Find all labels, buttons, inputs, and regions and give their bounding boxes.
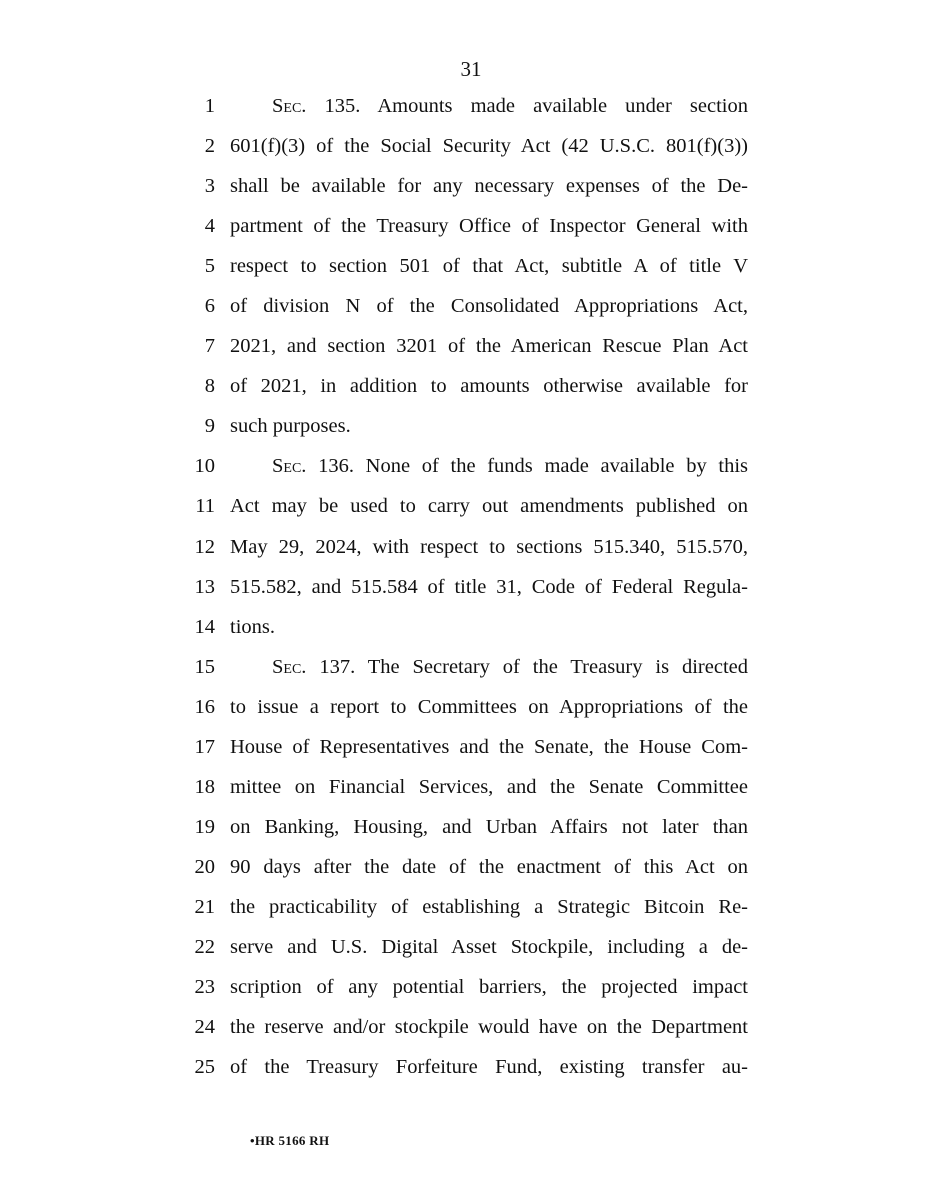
text-line <box>0 86 942 126</box>
text-line <box>0 406 942 446</box>
line-number: 5 <box>204 255 215 278</box>
text-line <box>0 767 942 807</box>
text-line <box>0 446 942 486</box>
line-number: 1 <box>204 95 215 117</box>
line-number: 16 <box>194 695 215 718</box>
text-line <box>0 727 942 767</box>
line-text: tions. <box>230 615 275 638</box>
line-number: 6 <box>204 295 215 318</box>
line-text: May 29, 2024, with respect to sections 515.340, 515.570, <box>230 535 748 558</box>
line-number: 12 <box>194 535 215 558</box>
line-number: 25 <box>194 1056 215 1079</box>
line-text: the practicability of establishing a Strategic Bitcoin Re- <box>230 895 748 918</box>
bill-text-body <box>0 86 942 1087</box>
line-text: 601(f)(3) of the Social Security Act (42 U.S.C. 801(f)(3)) <box>230 135 748 158</box>
text-line <box>0 206 942 246</box>
text-line <box>0 1007 942 1047</box>
line-number: 13 <box>194 575 215 598</box>
line-text: of division N of the Consolidated Appropriations Act, <box>230 295 748 318</box>
text-line <box>0 286 942 326</box>
line-number: 21 <box>194 895 215 918</box>
line-number: 19 <box>194 815 215 838</box>
line-text: scription of any potential barriers, the projected impact <box>230 976 748 999</box>
line-text: shall be available for any necessary expenses of the De- <box>230 175 748 198</box>
section-label: Sec. <box>272 655 307 678</box>
text-line <box>0 927 942 967</box>
line-text: Sec. 136. None of the funds made available by this <box>272 455 749 478</box>
text-line <box>0 687 942 727</box>
line-text: of the Treasury Forfeiture Fund, existing transfer au- <box>230 1056 748 1079</box>
text-line <box>0 486 942 526</box>
line-number: 20 <box>194 855 215 878</box>
page-number: 31 <box>460 57 482 81</box>
text-line <box>0 126 942 166</box>
line-number: 9 <box>204 415 215 438</box>
section-label: Sec. <box>272 95 307 117</box>
line-number: 10 <box>194 455 215 478</box>
line-text: partment of the Treasury Office of Inspector General with <box>230 215 748 238</box>
text-line <box>0 567 942 607</box>
bill-identifier-footer: •HR 5166 RH <box>250 1133 330 1148</box>
line-number: 18 <box>194 775 215 798</box>
line-number: 23 <box>194 976 215 999</box>
section-label: Sec. <box>272 455 307 478</box>
line-text: the reserve and/or stockpile would have on the Department <box>230 1016 748 1039</box>
text-line <box>0 807 942 847</box>
line-number: 8 <box>204 375 215 398</box>
text-line <box>0 607 942 647</box>
line-text: such purposes. <box>230 415 351 438</box>
text-line <box>0 326 942 366</box>
line-number: 14 <box>194 615 215 638</box>
line-number: 7 <box>204 335 215 358</box>
line-text: 2021, and section 3201 of the American Rescue Plan Act <box>230 335 748 358</box>
line-number: 2 <box>204 135 215 158</box>
line-number: 4 <box>204 215 215 238</box>
line-text: Act may be used to carry out amendments published on <box>230 495 748 518</box>
text-line <box>0 166 942 206</box>
text-line <box>0 887 942 927</box>
line-text: respect to section 501 of that Act, subtitle A of title V <box>230 255 748 278</box>
line-text: of 2021, in addition to amounts otherwise available for <box>230 375 748 398</box>
line-text: Sec. 135. Amounts made available under section <box>272 95 748 117</box>
text-line <box>0 246 942 286</box>
line-text: serve and U.S. Digital Asset Stockpile, including a de- <box>230 935 748 958</box>
line-text: mittee on Financial Services, and the Senate Committee <box>230 775 748 798</box>
text-line <box>0 967 942 1007</box>
line-number: 15 <box>194 655 215 678</box>
text-line <box>0 527 942 567</box>
line-number: 3 <box>204 175 215 198</box>
line-number: 11 <box>195 495 215 518</box>
line-text: 515.582, and 515.584 of title 31, Code of Federal Regula- <box>230 575 748 598</box>
text-line <box>0 366 942 406</box>
text-line <box>0 847 942 887</box>
text-line <box>0 1047 942 1087</box>
line-number: 17 <box>194 735 215 758</box>
line-text: 90 days after the date of the enactment of this Act on <box>230 855 748 878</box>
line-text: on Banking, Housing, and Urban Affairs not later than <box>230 815 748 838</box>
text-line <box>0 647 942 687</box>
line-number: 22 <box>194 935 215 958</box>
line-text: Sec. 137. The Secretary of the Treasury is directed <box>272 655 748 678</box>
line-number: 24 <box>194 1016 215 1039</box>
line-text: House of Representatives and the Senate, the House Com- <box>230 735 748 758</box>
line-text: to issue a report to Committees on Appropriations of the <box>230 695 748 718</box>
